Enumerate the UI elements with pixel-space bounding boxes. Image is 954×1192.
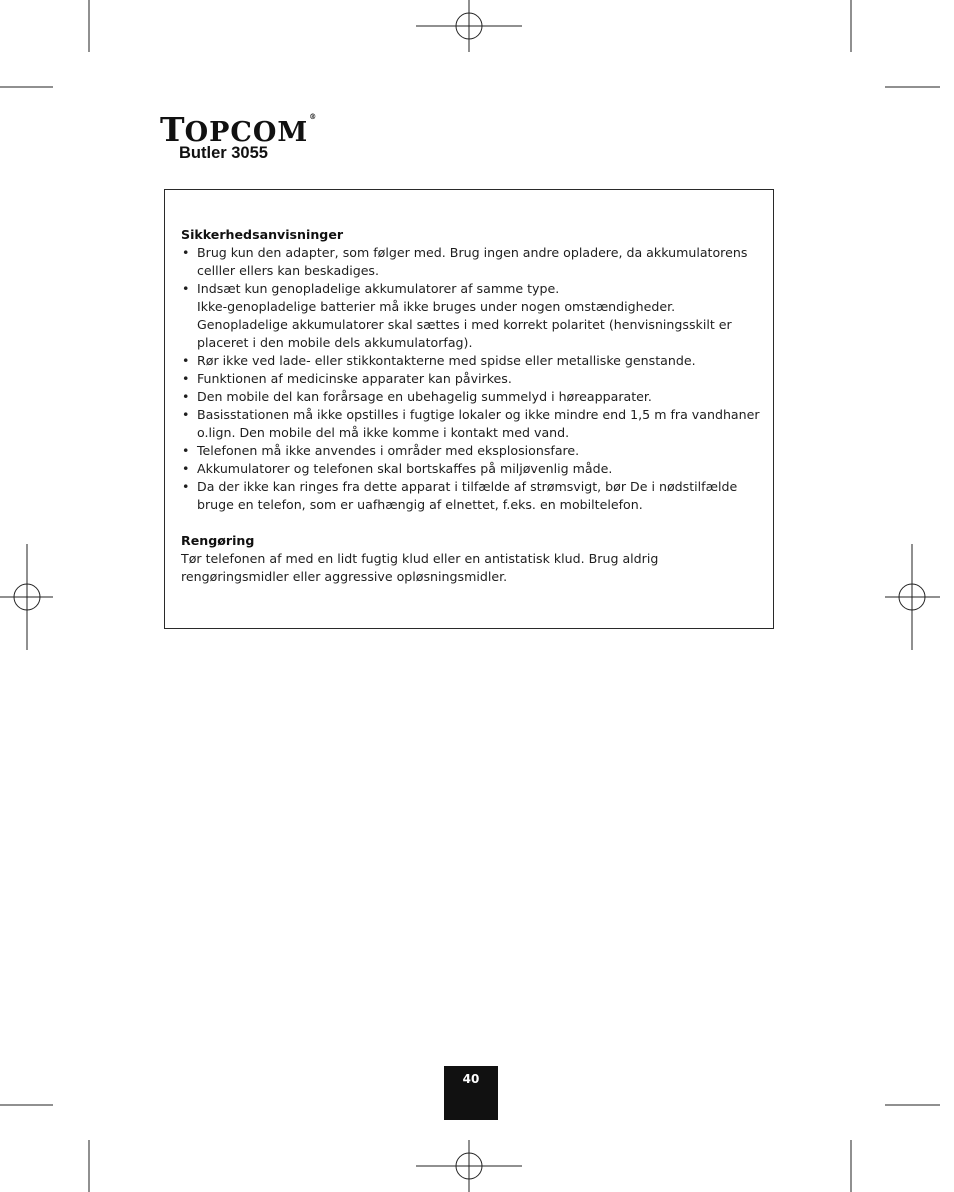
safety-item: • Rør ikke ved lade- eller stikkontakterne med spidse eller metalliske genstande.	[181, 352, 761, 370]
safety-heading: Sikkerhedsanvisninger	[181, 227, 344, 242]
brand-logo: TOPCOM®	[160, 110, 318, 149]
safety-item: • Indsæt kun genopladelige akkumulatorer af samme type. Ikke-genopladelige batterier må ikke bruges under nogen omstændigheder. Genopladelige akkumulatorer skal sættes i med korrekt polaritet (henvisningsskilt er placeret i den mobile dels akkumulatorfag).	[181, 280, 761, 352]
cleaning-heading: Rengøring	[181, 533, 255, 548]
document-body	[181, 226, 761, 586]
safety-item: • Telefonen må ikke anvendes i områder med eksplosionsfare.	[181, 442, 761, 460]
safety-item: • Brug kun den adapter, som følger med. Brug ingen andre opladere, da akkumulatorens celller ellers kan beskadiges.	[181, 244, 761, 280]
cleaning-text: Tør telefonen af med en lidt fugtig klud eller en antistatisk klud. Brug aldrig rengøringsmidler eller aggressive opløsningsmidler.	[181, 551, 659, 584]
brand-logo-rest: OPCOM	[184, 117, 309, 148]
model-name: Butler 3055	[179, 144, 268, 162]
safety-item: • Akkumulatorer og telefonen skal bortskaffes på miljøvenlig måde.	[181, 460, 761, 478]
safety-item: • Funktionen af medicinske apparater kan påvirkes.	[181, 370, 761, 388]
safety-item: • Da der ikke kan ringes fra dette apparat i tilfælde af strømsvigt, bør De i nødstilfælde bruge en telefon, som er uafhængig af elnettet, f.eks. en mobiltelefon.	[181, 478, 761, 514]
safety-item: • Den mobile del kan forårsage en ubehagelig summelyd i høreapparater.	[181, 388, 761, 406]
page-number: 40	[444, 1066, 498, 1120]
safety-list	[181, 244, 761, 514]
safety-item: • Basisstationen må ikke opstilles i fugtige lokaler og ikke mindre end 1,5 m fra vandhaner o.lign. Den mobile del må ikke komme i kontakt med vand.	[181, 406, 761, 442]
